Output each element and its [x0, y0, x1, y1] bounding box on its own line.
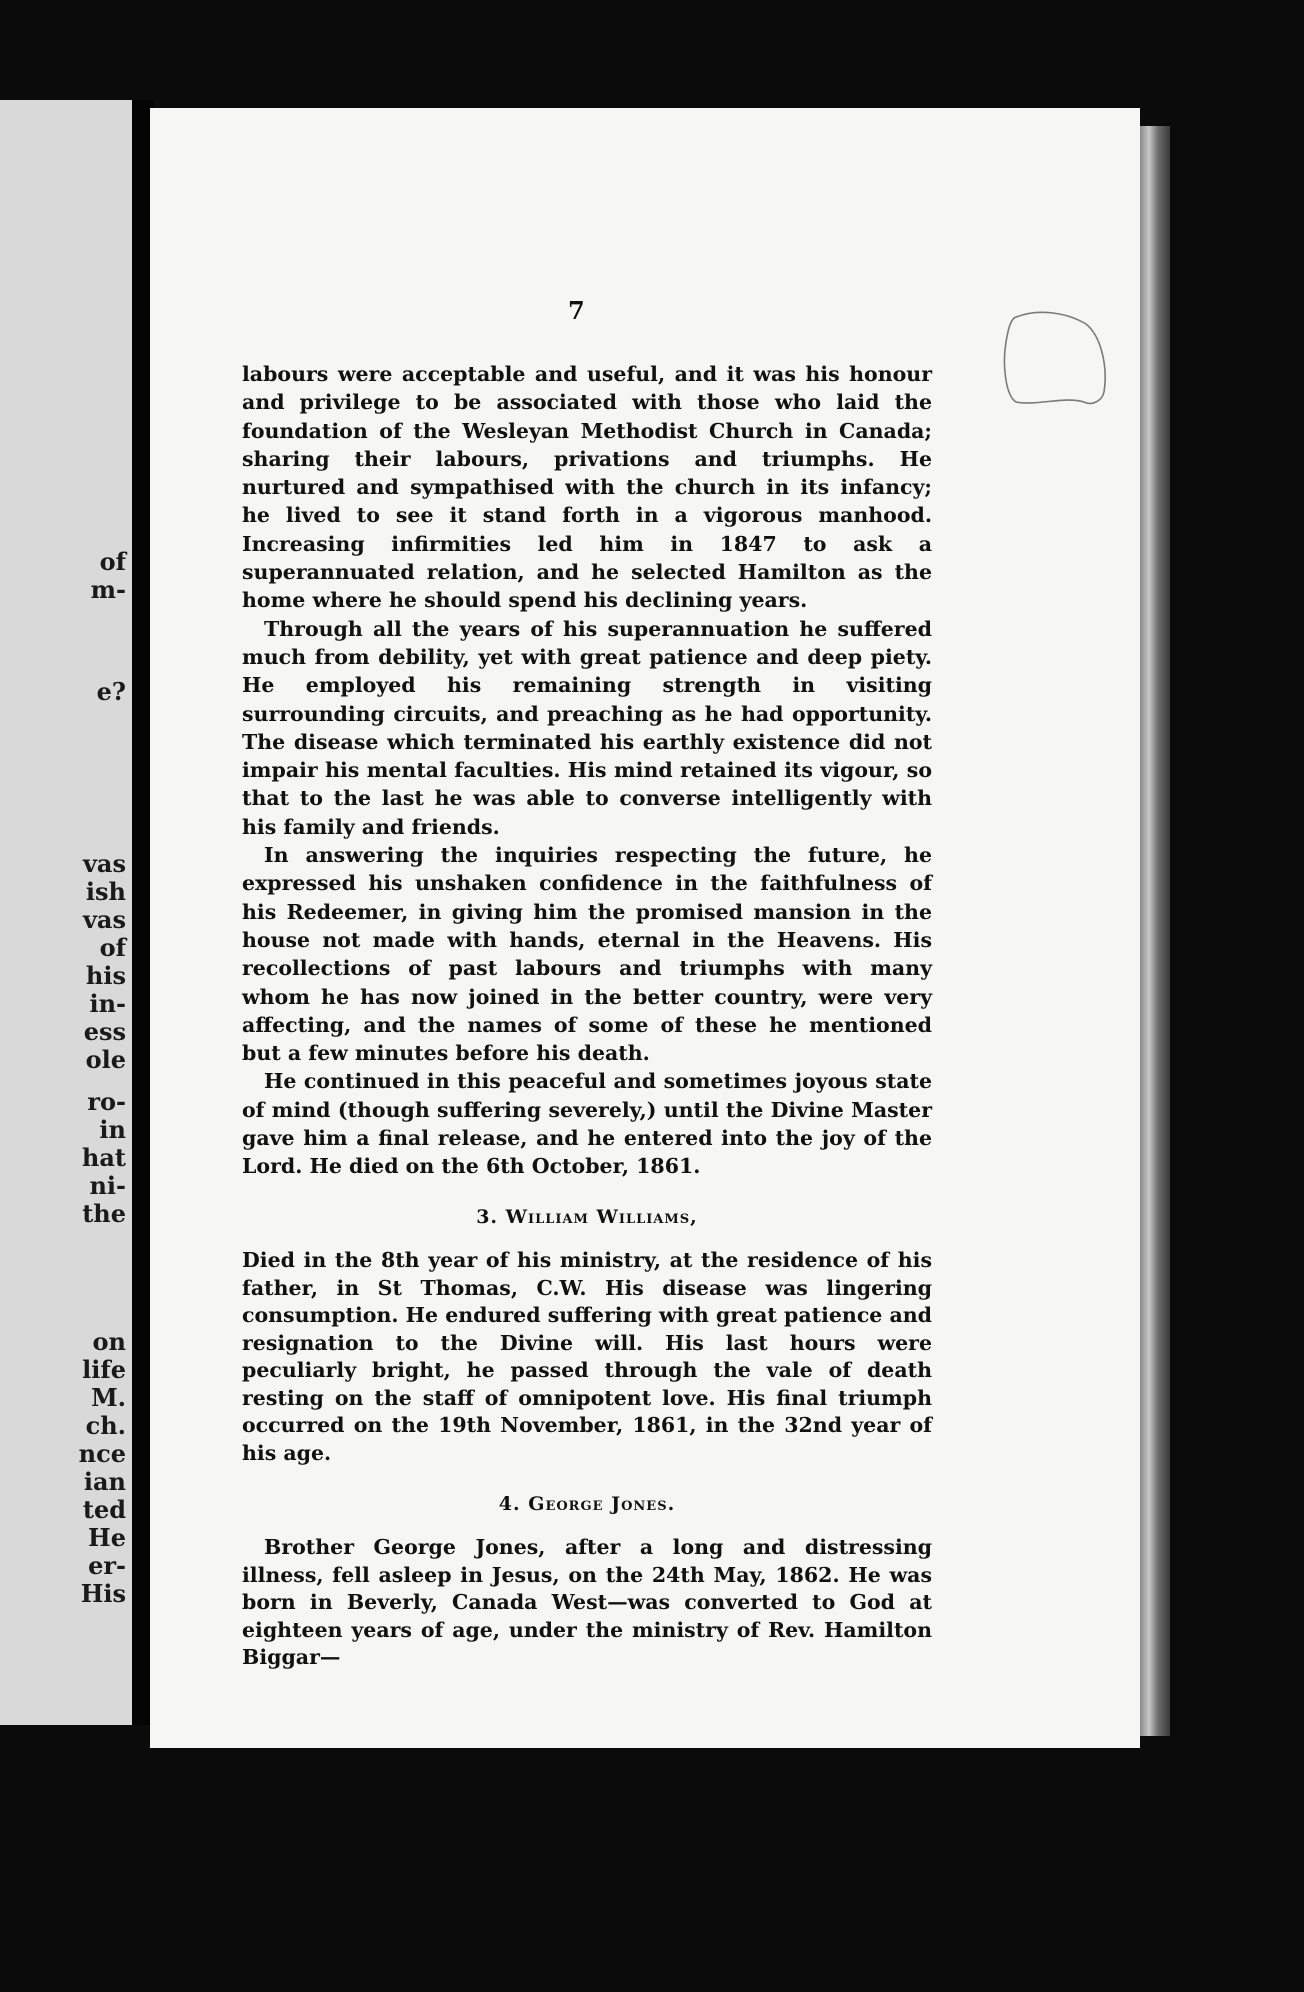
section-heading-william-williams: 3. William Williams,	[476, 1205, 698, 1228]
left-page-fragment: life	[82, 1355, 126, 1384]
left-page-fragment: ro-	[87, 1087, 126, 1116]
left-page-fragment: ess	[83, 1017, 126, 1046]
left-page-fragment: M.	[91, 1383, 126, 1412]
left-page-fragment: ian	[83, 1467, 126, 1496]
left-page-fragment: his	[85, 961, 126, 990]
left-page-fragment: ni-	[89, 1171, 126, 1200]
section-heading-george-jones: 4. George Jones.	[498, 1492, 676, 1515]
left-page-fragment: in-	[89, 989, 126, 1018]
left-page-fragment: He	[88, 1523, 126, 1552]
left-page-fragment: of	[99, 933, 126, 962]
paragraph-2: Through all the years of his superannuation he suffered much from debility, yet with great patience and deep piety. He employed his remaining strength in visiting surrounding circuits, and preaching as he had opportunity. The disease which terminated his earthly existence did not impair his mental faculties. His mind retained its vigour, so that to the last he was able to converse intelligently with his family and friends.	[242, 616, 932, 839]
paragraph-4: He continued in this peaceful and sometimes joyous state of mind (though suffering severely,) until the Divine Master gave him a final release, and he entered into the joy of the Lord. He died on the 6th October, 1861.	[242, 1069, 932, 1179]
left-page-fragment: in	[99, 1115, 126, 1144]
previous-page-fragment	[0, 100, 132, 1725]
left-page-fragment: the	[82, 1199, 126, 1228]
left-page-fragment: hat	[81, 1143, 126, 1172]
left-page-fragment: vas	[82, 905, 126, 934]
left-page-fragment: ish	[85, 877, 126, 906]
paragraph-3: In answering the inquiries respecting the future, he expressed his unshaken confidence in the faithfulness of his Redeemer, in giving him the promised mansion in the house not made with hands, eternal in the Heavens. His recollections of past labours and triumphs with many whom he has now joined in the better country, were very affecting, and the names of some of these he mentioned but a few minutes before his death.	[242, 843, 932, 1066]
page-edge	[1140, 126, 1170, 1736]
left-page-fragment: m-	[90, 575, 126, 604]
left-page-fragment: His	[80, 1579, 126, 1608]
left-page-fragment: vas	[82, 849, 126, 878]
page-number: 7	[568, 296, 585, 325]
left-page-fragment: er-	[88, 1551, 126, 1580]
section-text-william-williams: Died in the 8th year of his ministry, at the residence of his father, in St Thomas, C.W. His disease was lingering consumption. He endured suffering with great patience and resignation to the Divine will. His last hours were peculiarly bright, he passed through the vale of death resting on the staff of omnipotent love. His final triumph occurred on the 19th November, 1861, in the 32nd year of his age.	[242, 1247, 932, 1466]
left-page-fragment: ch.	[85, 1411, 126, 1440]
left-page-fragment: ted	[82, 1495, 126, 1524]
left-page-fragment: of	[99, 547, 126, 576]
page-text	[242, 360, 932, 1672]
left-page-fragment: ole	[85, 1045, 126, 1074]
section-text-george-jones: Brother George Jones, after a long and distressing illness, fell asleep in Jesus, on the 24th May, 1862. He was born in Beverly, Canada West—was converted to God at eighteen years of age, under the ministry of Rev. Hamilton Biggar—	[242, 1534, 932, 1670]
pencil-sketch-mark	[996, 306, 1116, 416]
left-page-fragment: on	[92, 1327, 126, 1356]
left-page-fragment: nce	[78, 1439, 126, 1468]
paragraph-1: labours were acceptable and useful, and it was his honour and privilege to be associated with those who laid the foundation of the Wesleyan Methodist Church in Canada; sharing their labours, privations and triumphs. He nurtured and sympathised with the church in its infancy; he lived to see it stand forth in a vigorous manhood. Increasing infirmities led him in 1847 to ask a superannuated relation, and he selected Hamilton as the home where he should spend his declining years.	[242, 362, 932, 613]
left-page-fragment: e?	[96, 677, 126, 706]
